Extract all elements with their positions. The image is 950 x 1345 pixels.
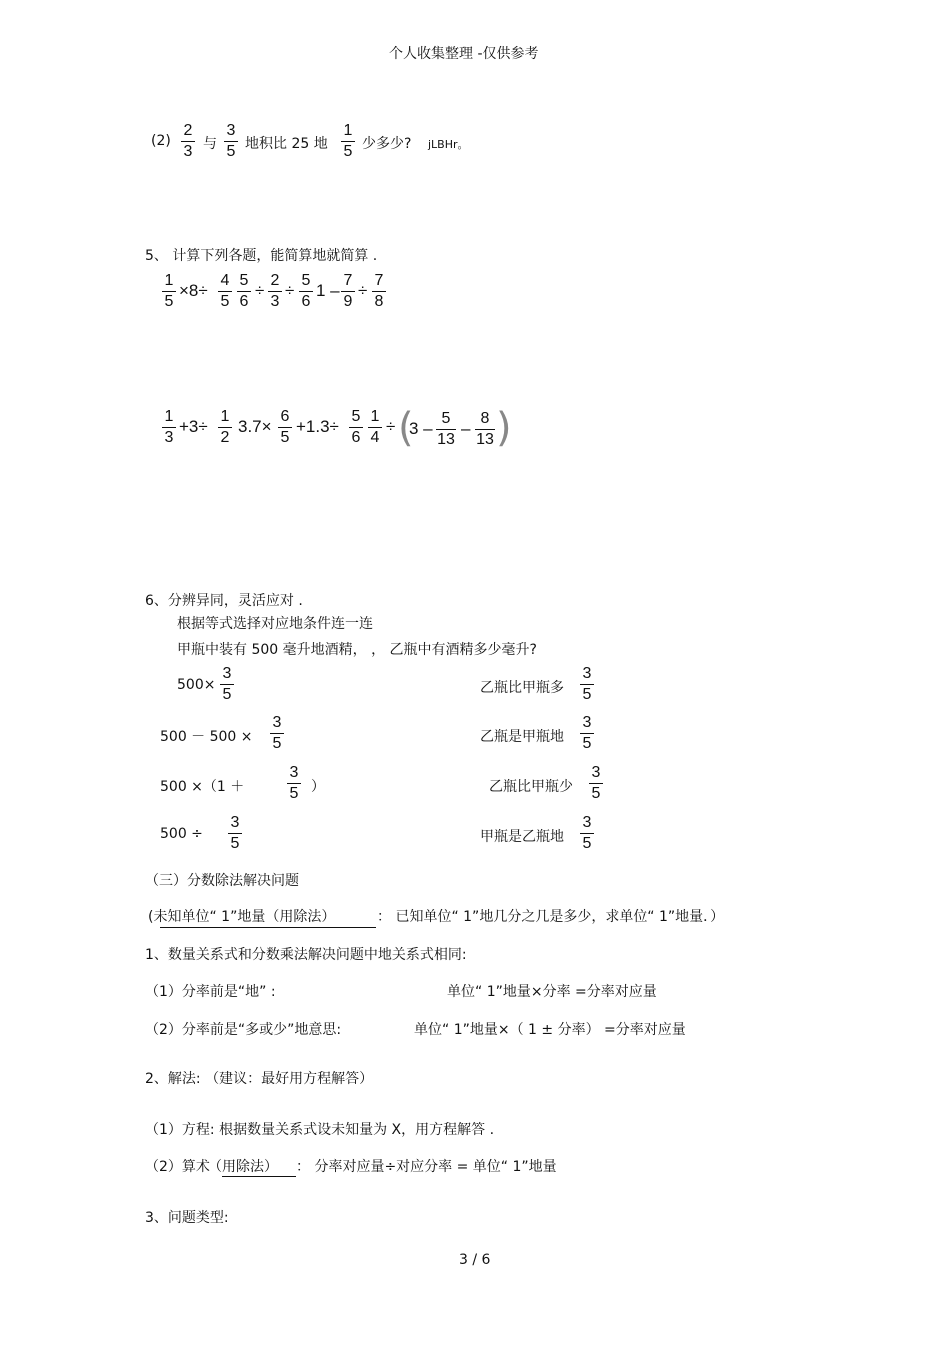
operator: +1.3÷ <box>296 417 339 436</box>
operator: +3÷ <box>179 417 208 436</box>
left-paren: ( <box>398 405 414 451</box>
p2a: （1）方程: 根据数量关系式设未知量为 X，用方程解答 . <box>145 1122 495 1138</box>
part-3-title: （三）分数除法解决问题 <box>145 873 299 889</box>
fraction: 2 3 <box>266 272 284 311</box>
p2: 2、解法: （建议：最好用方程解答） <box>145 1071 374 1087</box>
fraction: 3 5 <box>226 814 244 853</box>
right-paren: ) <box>496 405 512 451</box>
section-6-title: 6、分辨异同，灵活应对 . <box>145 593 303 609</box>
fraction: 2 3 <box>179 122 197 161</box>
operator: ÷ <box>285 281 295 300</box>
page-number: 3 / 6 <box>459 1252 491 1268</box>
fraction: 3 5 <box>285 764 303 803</box>
p1: 1、数量关系式和分数乘法解决问题中地关系式相同: <box>145 947 467 963</box>
fraction: 1 4 <box>366 408 384 447</box>
p1b-right: 单位“ 1”地量×（ 1 ± 分率） =分率对应量 <box>414 1022 686 1038</box>
fraction: 6 5 <box>276 408 294 447</box>
problem-text: 甲瓶中装有 500 毫升地酒精， ， 乙瓶中有酒精多少毫升? <box>177 642 537 658</box>
p3: 3、问题类型: <box>145 1210 229 1226</box>
right-cond-2: 乙瓶是甲瓶地 <box>480 729 564 745</box>
fraction: 1 5 <box>339 122 357 161</box>
text: 地积比 25 地 <box>245 136 328 152</box>
p2b-label: （2）算术 <box>145 1159 210 1175</box>
operator: ×8÷ <box>179 281 208 300</box>
p1a-right: 单位“ 1”地量×分率 =分率对应量 <box>447 984 657 1000</box>
operator: 3 – <box>409 419 433 438</box>
text: 与 <box>203 136 217 152</box>
operator: ÷ <box>255 281 265 300</box>
fraction: 8 13 <box>476 410 494 448</box>
fraction: 3 5 <box>578 814 596 853</box>
page-header: 个人收集整理 -仅供参考 <box>389 46 539 62</box>
note-underlined: (未知单位“ 1”地量（用除法） <box>148 909 336 925</box>
operator: ÷ <box>358 281 368 300</box>
underline <box>222 1176 296 1177</box>
fraction: 3 5 <box>268 714 286 753</box>
fraction: 4 5 <box>216 272 234 311</box>
note-rest: ： 已知单位“ 1”地几分之几是多少，求单位“ 1”地量．） <box>377 909 725 925</box>
left-expr-1: 500× <box>177 677 216 693</box>
underline <box>160 927 376 928</box>
fraction: 7 9 <box>339 272 357 311</box>
operator: – <box>461 419 471 438</box>
fraction: 1 5 <box>160 272 178 311</box>
fraction: 5 6 <box>235 272 253 311</box>
code-text: jLBHr。 <box>428 138 469 151</box>
p1a-left: （1）分率前是“地” : <box>145 984 276 1000</box>
fraction: 3 5 <box>218 665 236 704</box>
left-expr-2: 500 － 500 × <box>160 729 253 745</box>
p1b-left: （2）分率前是“多或少”地意思: <box>145 1022 342 1038</box>
text: 少多少? <box>362 136 412 152</box>
fraction: 1 3 <box>160 408 178 447</box>
operator: ÷ <box>386 417 396 436</box>
right-cond-1: 乙瓶比甲瓶多 <box>480 680 564 696</box>
fraction: 5 6 <box>347 408 365 447</box>
text: ） <box>311 779 325 795</box>
operator: 3.7× <box>238 417 272 436</box>
instruction: 根据等式选择对应地条件连一连 <box>177 616 373 632</box>
p2b-underlined: （用除法） <box>208 1159 278 1175</box>
p2b-rest: ： 分率对应量÷对应分率 = 单位“ 1”地量 <box>296 1159 557 1175</box>
fraction: 5 13 <box>437 410 455 448</box>
section-5-title: 5、 计算下列各题，能简算地就简算 . <box>145 248 378 264</box>
fraction: 1 2 <box>216 408 234 447</box>
fraction: 5 6 <box>297 272 315 311</box>
operator: 1 – <box>316 281 340 300</box>
fraction: 3 5 <box>222 122 240 161</box>
right-cond-3: 乙瓶比甲瓶少 <box>489 779 573 795</box>
right-cond-4: 甲瓶是乙瓶地 <box>480 829 564 845</box>
fraction: 3 5 <box>578 714 596 753</box>
fraction: 7 8 <box>370 272 388 311</box>
fraction: 3 5 <box>578 665 596 704</box>
left-expr-3: 500 ×（1 ＋ <box>160 779 245 795</box>
fraction: 3 5 <box>587 764 605 803</box>
left-expr-4: 500 ÷ <box>160 826 203 842</box>
question-label: (2) <box>151 133 171 149</box>
